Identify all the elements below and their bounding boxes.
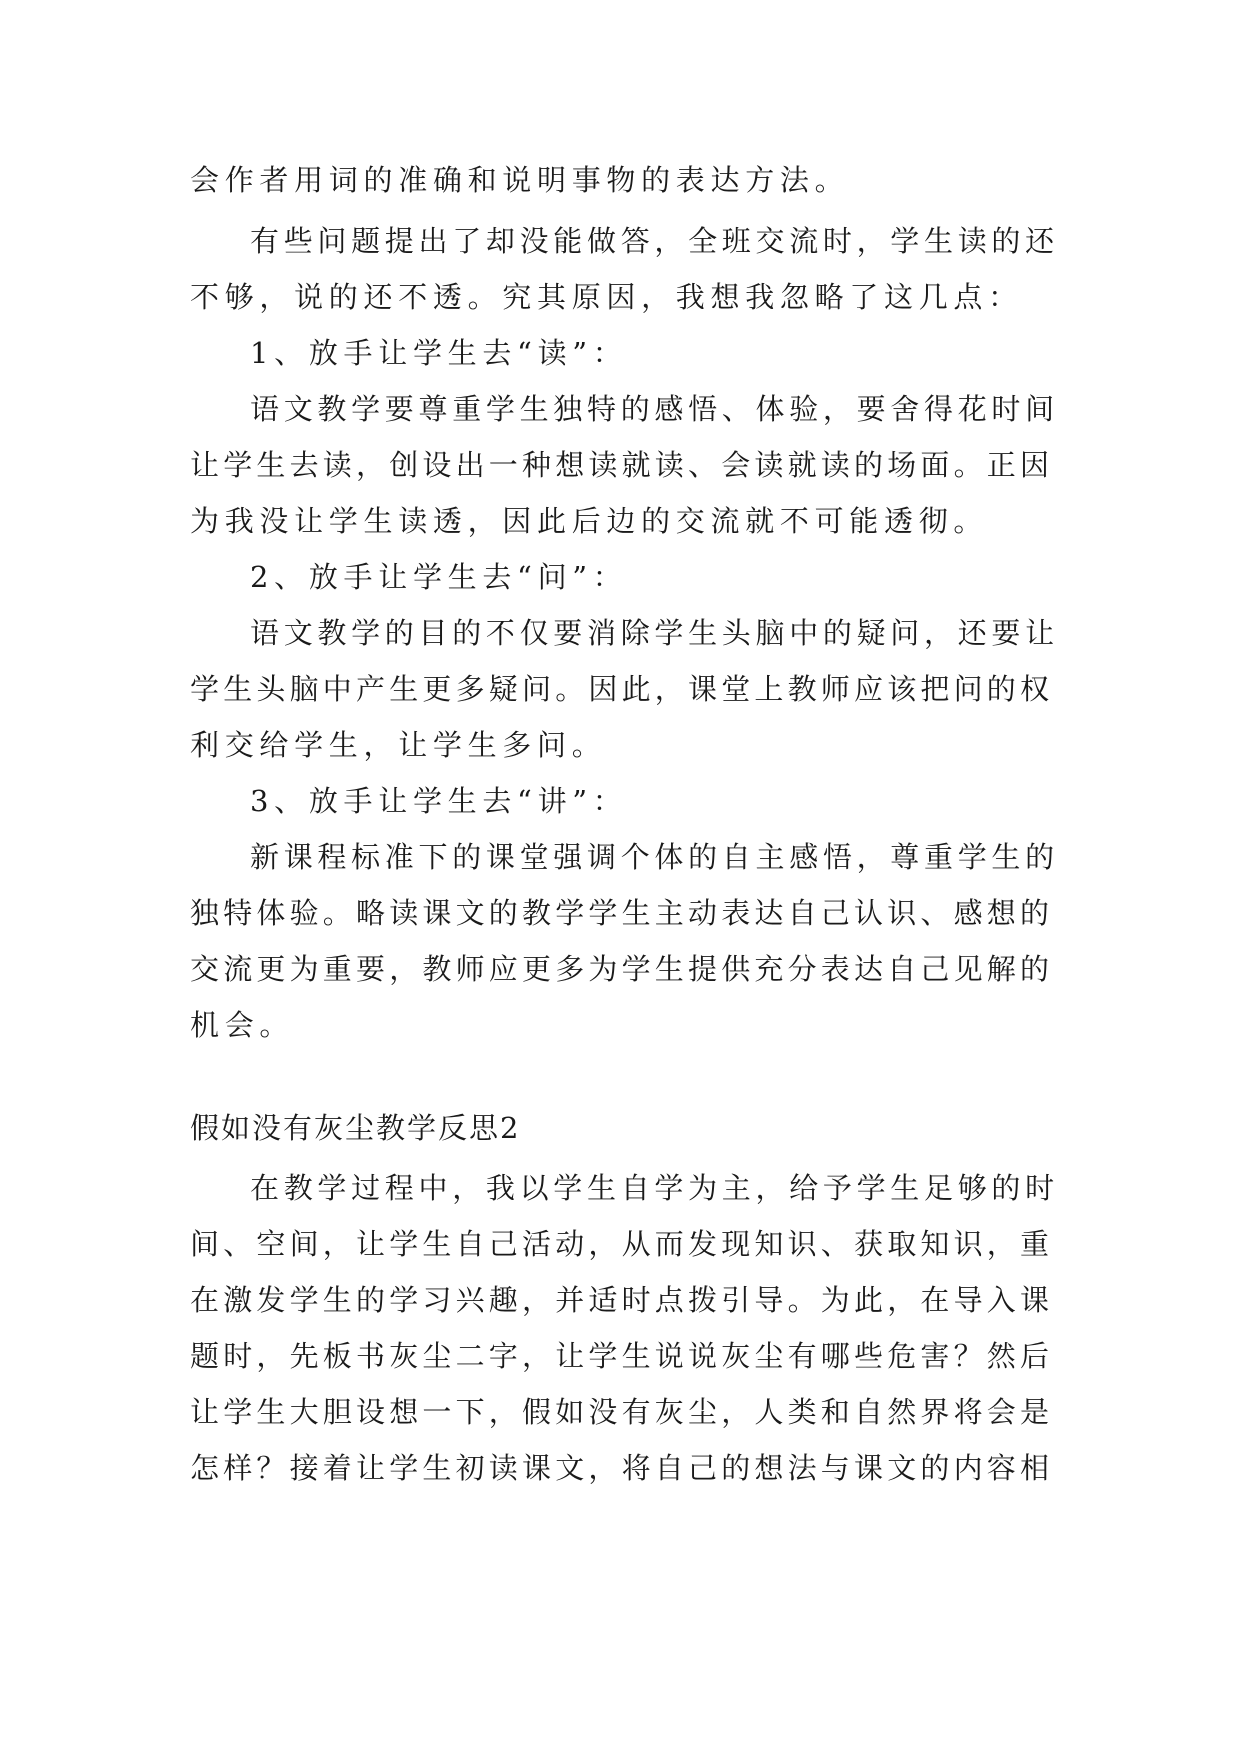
paragraph-line: 机会。: [190, 1008, 295, 1042]
paragraph-line: 不够，说的还不透。究其原因，我想我忽略了这几点：: [190, 280, 1023, 314]
paragraph-line: 怎样？接着让学生初读课文，将自己的想法与课文的内容相: [190, 1451, 1054, 1485]
paragraph-line: 会作者用词的准确和说明事物的表达方法。: [190, 163, 850, 197]
section-title: 假如没有灰尘教学反思2: [190, 1111, 521, 1145]
paragraph-line: 交流更为重要，教师应更多为学生提供充分表达自己见解的: [190, 952, 1054, 986]
paragraph-line: 学生头脑中产生更多疑问。因此，课堂上教师应该把问的权: [190, 672, 1054, 706]
paragraph-line: 让学生大胆设想一下，假如没有灰尘，人类和自然界将会是: [190, 1395, 1054, 1429]
paragraph-line: 语文教学要尊重学生独特的感悟、体验，要舍得花时间: [250, 392, 1059, 426]
paragraph-line: 语文教学的目的不仅要消除学生头脑中的疑问，还要让: [250, 616, 1059, 650]
paragraph-line: 独特体验。略读课文的教学学生主动表达自己认识、感想的: [190, 896, 1054, 930]
paragraph-line: 新课程标准下的课堂强调个体的自主感悟，尊重学生的: [250, 840, 1059, 874]
paragraph-line: 让学生去读，创设出一种想读就读、会读就读的场面。正因: [190, 448, 1054, 482]
list-item-heading: 3、放手让学生去“讲”：: [250, 784, 628, 818]
paragraph-line: 在教学过程中，我以学生自学为主，给予学生足够的时: [250, 1171, 1059, 1205]
paragraph-line: 为我没让学生读透，因此后边的交流就不可能透彻。: [190, 504, 989, 538]
list-item-heading: 2、放手让学生去“问”：: [250, 560, 628, 594]
paragraph-line: 在激发学生的学习兴趣，并适时点拨引导。为此，在导入课: [190, 1283, 1054, 1317]
list-item-heading: 1、放手让学生去“读”：: [250, 336, 628, 370]
paragraph-line: 题时，先板书灰尘二字，让学生说说灰尘有哪些危害？然后: [190, 1339, 1054, 1373]
paragraph-line: 利交给学生，让学生多问。: [190, 728, 607, 762]
paragraph-line: 有些问题提出了却没能做答，全班交流时，学生读的还: [250, 224, 1059, 258]
paragraph-line: 间、空间，让学生自己活动，从而发现知识、获取知识，重: [190, 1227, 1054, 1261]
